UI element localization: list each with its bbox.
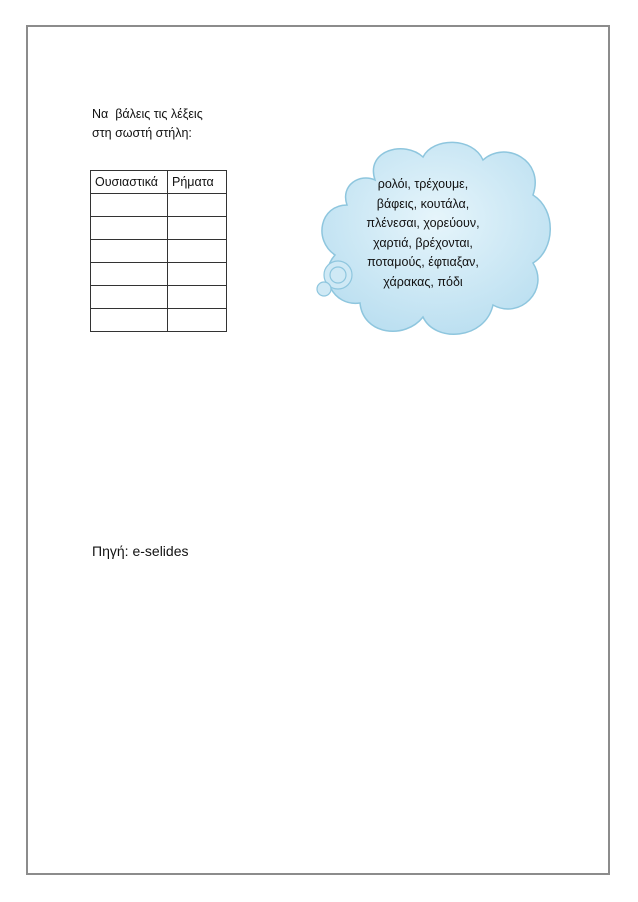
sorting-table	[90, 170, 227, 332]
cloud-line: πλένεσαι, χορεύουν,	[366, 216, 480, 230]
instructions-line-1: Να βάλεις τις λέξεις	[92, 107, 203, 121]
verb-cell	[168, 240, 227, 263]
verb-cell	[168, 286, 227, 309]
instructions-line-2: στη σωστή στήλη:	[92, 126, 192, 140]
table-row	[91, 309, 227, 332]
source-label: Πηγή: e-selides	[92, 543, 189, 559]
verb-cell	[168, 309, 227, 332]
header-nouns: Ουσιαστικά	[91, 171, 168, 194]
table-row	[91, 286, 227, 309]
cloud-word-list	[344, 175, 502, 292]
verb-cell	[168, 217, 227, 240]
noun-cell	[91, 286, 168, 309]
verb-cell	[168, 194, 227, 217]
table-row	[91, 240, 227, 263]
noun-cell	[91, 217, 168, 240]
instructions	[92, 105, 203, 143]
noun-cell	[91, 194, 168, 217]
noun-cell	[91, 263, 168, 286]
noun-cell	[91, 240, 168, 263]
cloud-line: ρολόι, τρέχουμε,	[377, 177, 469, 191]
table-row	[91, 217, 227, 240]
table-row	[91, 263, 227, 286]
cloud-line: χαρτιά, βρέχονται,	[373, 235, 473, 250]
table-row	[91, 194, 227, 217]
cloud-line: βάφεις, κουτάλα,	[376, 196, 470, 211]
noun-cell	[91, 309, 168, 332]
header-verbs: Ρήματα	[168, 171, 227, 194]
cloud-line: ποταμούς, έφτιαξαν,	[367, 255, 479, 269]
verb-cell	[168, 263, 227, 286]
table-header-row	[91, 171, 227, 194]
cloud-line: χάρακας, πόδι	[383, 274, 463, 289]
